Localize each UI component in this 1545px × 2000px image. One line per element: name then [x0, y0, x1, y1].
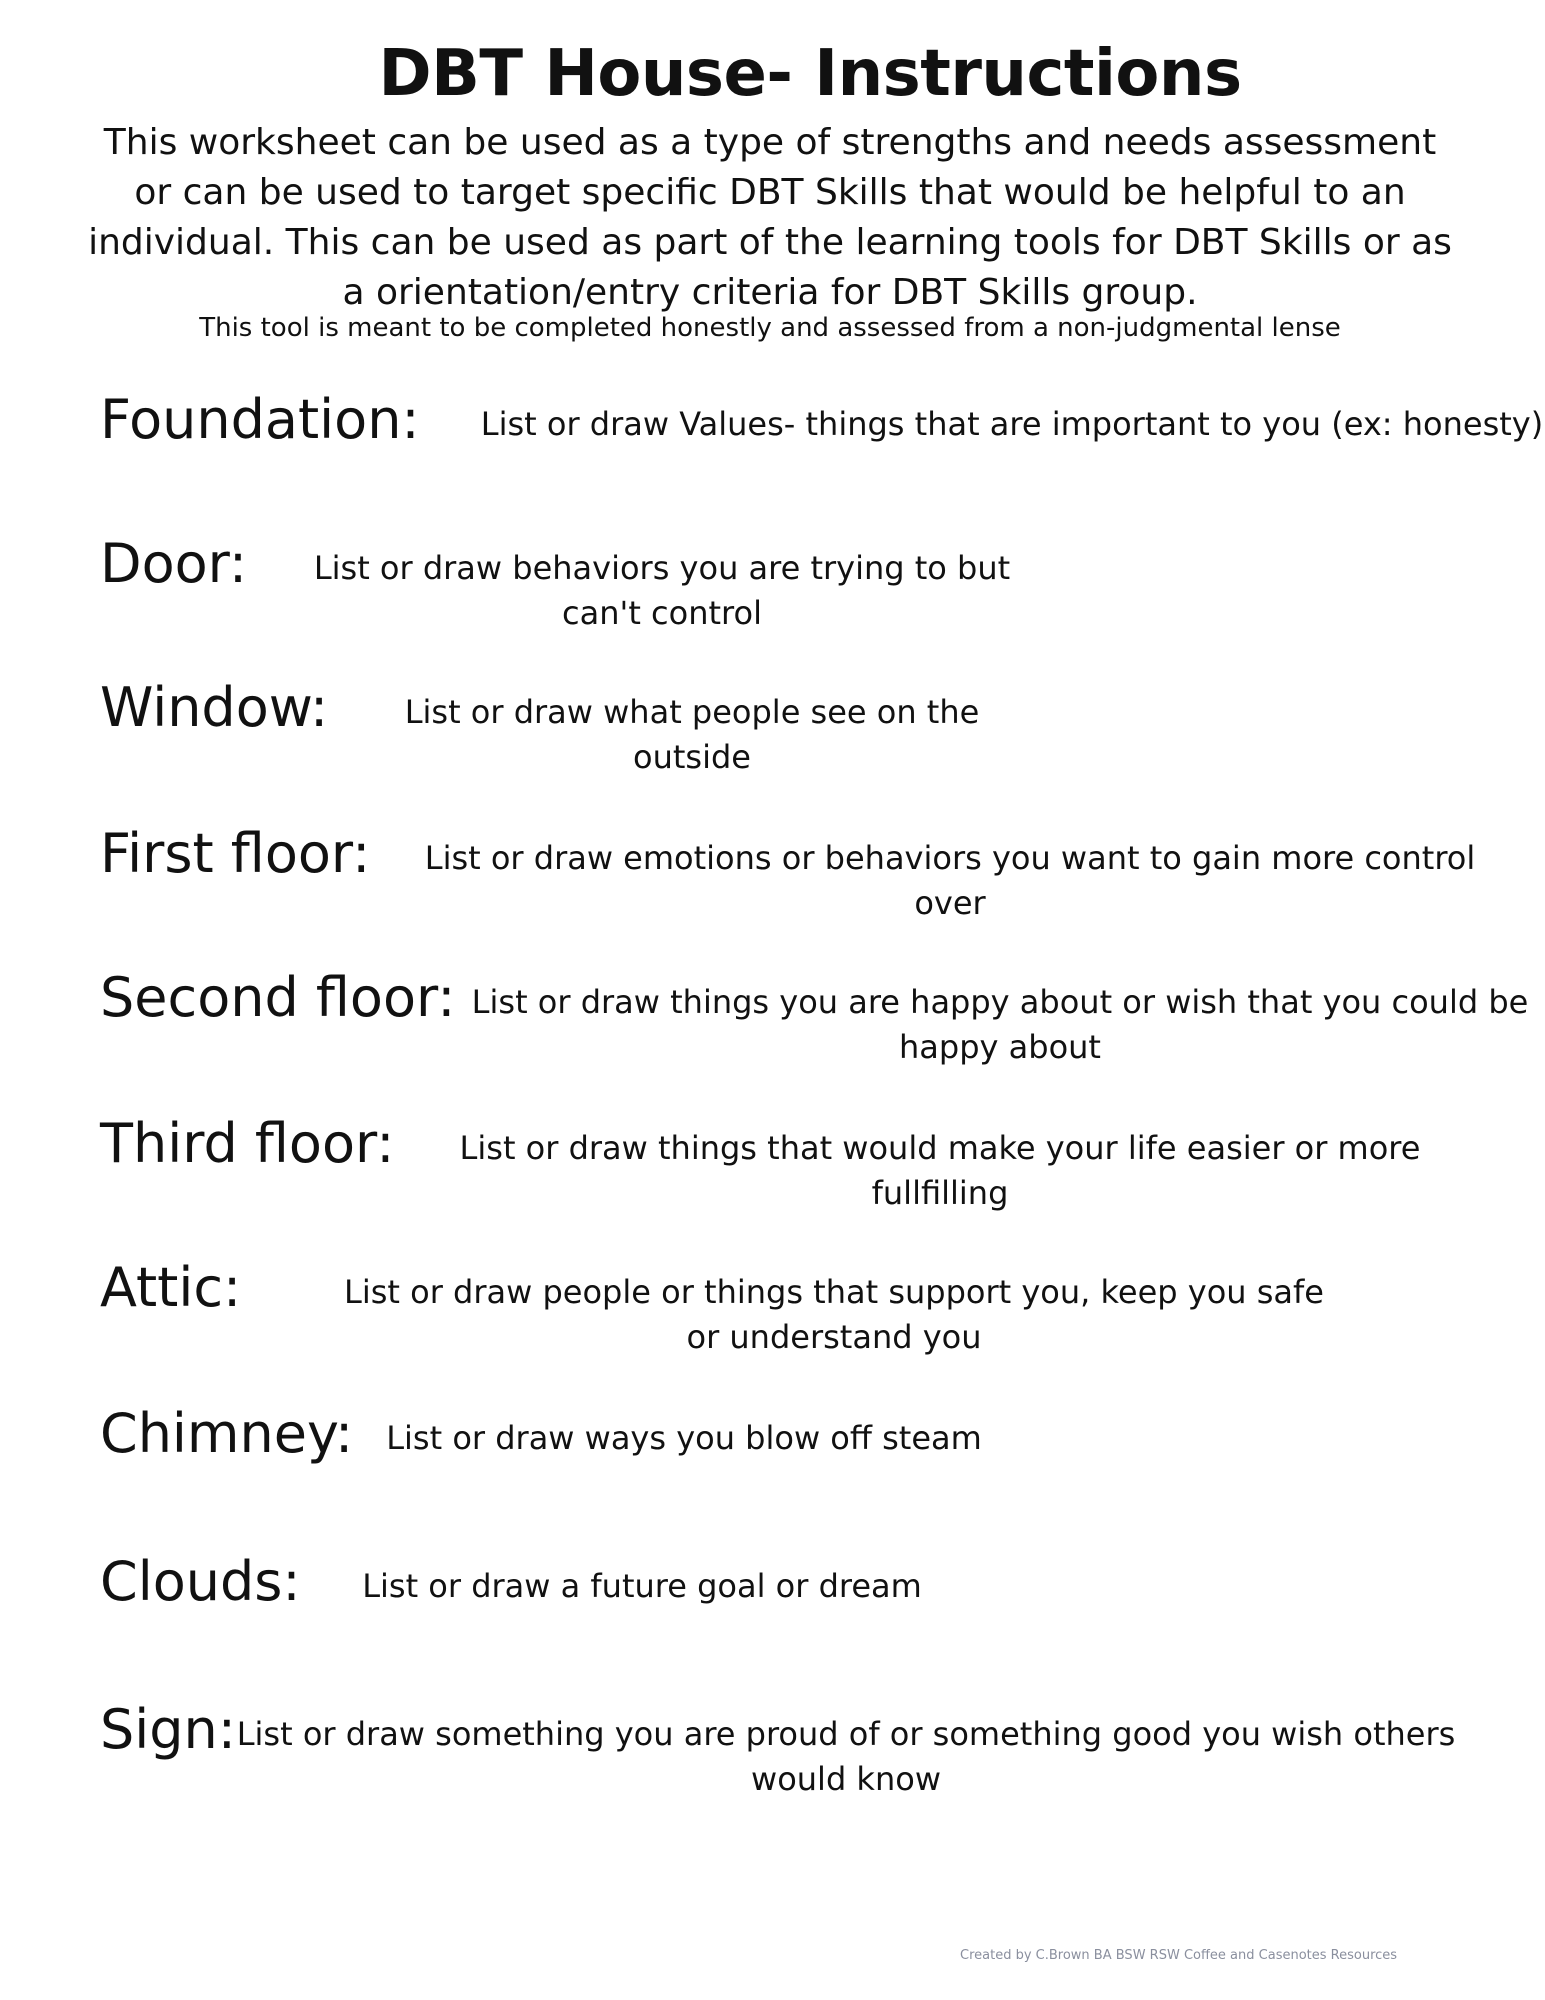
section-description: List or draw behaviors you are trying to but can't control — [313, 549, 1011, 632]
section-description: List or draw something you are proud of or something good you wish others would know — [236, 1715, 1456, 1798]
section-label: Third floor: — [100, 1112, 395, 1175]
section-description: List or draw Values- things that are important to you (ex: honesty) — [480, 405, 1544, 443]
section-description: List or draw a future goal or dream — [362, 1567, 922, 1605]
completion-note: This tool is meant to be completed honestly and assessed from a non-judgmental lense — [199, 313, 1341, 343]
section-label: Window: — [100, 676, 329, 739]
section-description: List or draw people or things that support you, keep you safe or understand you — [344, 1273, 1324, 1356]
section-description: List or draw emotions or behaviors you want to gain more control over — [424, 839, 1476, 922]
page-title: DBT House- Instructions — [378, 37, 1242, 111]
section-description: List or draw what people see on the outside — [404, 693, 980, 776]
section-first-floor — [100, 822, 1480, 932]
section-clouds — [100, 1550, 1480, 1660]
section-label: Clouds: — [100, 1550, 301, 1613]
section-label: Second floor: — [100, 966, 456, 1029]
section-label: Attic: — [100, 1256, 242, 1319]
section-foundation — [100, 388, 1544, 498]
section-label: First floor: — [100, 822, 371, 885]
section-window — [100, 676, 1480, 786]
intro-paragraph: This worksheet can be used as a type of strengths and needs assessment or can be used to target specific DBT Skills that would be helpful to an individual. This can be used as part of the learning tools for DBT Skills or as a orientation/entry criteria for DBT Skills group. — [88, 122, 1452, 313]
section-label: Sign: — [100, 1698, 236, 1761]
section-sign — [100, 1698, 1480, 1808]
credit-footer: Created by C.Brown BA BSW RSW Coffee and Casenotes Resources — [960, 1948, 1398, 1963]
section-description: List or draw things you are happy about or wish that you could be happy about — [471, 983, 1529, 1066]
section-third-floor — [100, 1112, 1480, 1222]
section-description: List or draw things that would make your life easier or more fullfilling — [459, 1129, 1421, 1212]
section-door — [100, 532, 1480, 642]
section-second-floor — [100, 966, 1529, 1076]
section-description: List or draw ways you blow off steam — [386, 1419, 982, 1457]
section-label: Chimney: — [100, 1402, 354, 1465]
section-label: Door: — [100, 532, 248, 595]
section-label: Foundation: — [100, 388, 420, 451]
section-attic — [100, 1256, 1480, 1366]
section-chimney — [100, 1402, 1480, 1512]
